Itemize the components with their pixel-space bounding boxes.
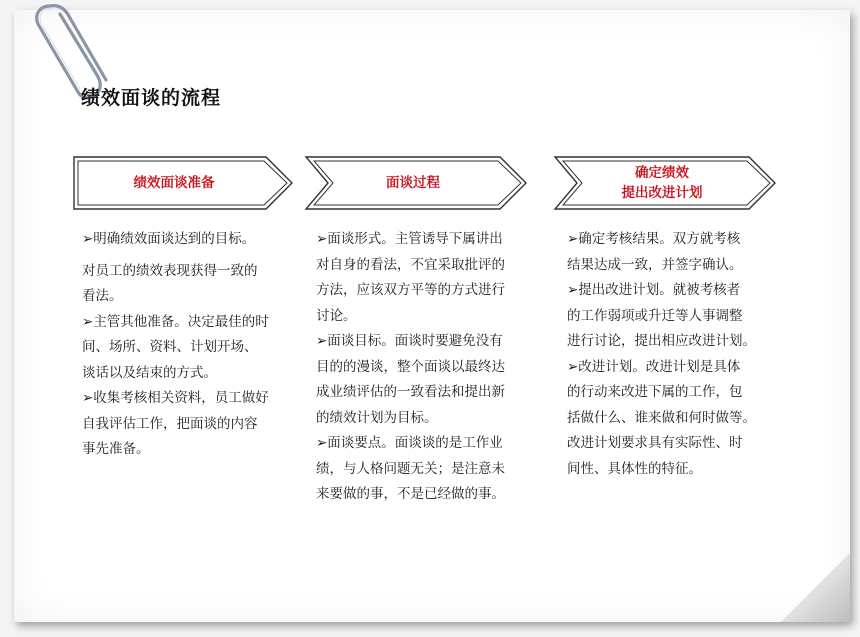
step-label-process: 面谈过程	[386, 175, 440, 191]
text-line: 自我评估工作，把面谈的内容	[82, 415, 258, 432]
step-arrow-confirm	[553, 155, 779, 211]
text-line: 的工作弱项或升迁等人事调整	[567, 307, 743, 324]
text-line: 事先准备。	[82, 441, 150, 457]
text-line: 间、场所、资料、计划开场、	[82, 339, 258, 355]
text-line: 看法。	[82, 288, 123, 304]
text-line: 括做什么、谁来做和何时做等。	[567, 409, 756, 426]
text-line: ➢收集考核相关资料，员工做好	[82, 390, 269, 406]
page-title: 绩效面谈的流程	[81, 87, 222, 109]
step-label-prepare: 绩效面谈准备	[133, 175, 215, 191]
text-line: ➢改进计划。改进计划是具体	[567, 358, 741, 375]
text-line: ➢明确绩效面谈达到的目标。	[82, 231, 256, 247]
column-process	[316, 227, 541, 508]
step-label-confirm: 确定绩效 提出改进计划	[621, 165, 703, 201]
text-line: 来要做的事，不是已经做的事。	[316, 486, 505, 502]
text-line: 改进计划要求具有实际性、时	[567, 435, 743, 451]
text-line: ➢提出改进计划。就被考核者	[567, 282, 741, 298]
text-line: 进行讨论，提出相应改进计划。	[567, 333, 756, 349]
column-confirm	[567, 227, 789, 482]
text-line: 谈话以及结束的方式。	[82, 364, 217, 381]
text-line: ➢确定考核结果。双方就考核	[567, 231, 741, 247]
text-line: 成业绩评估的一致看法和提出新	[316, 384, 505, 400]
page-curl	[780, 552, 850, 622]
text-line: 对员工的绩效表现获得一致的	[82, 262, 258, 279]
text-line: 结果达成一致，并签字确认。	[567, 256, 743, 273]
text-line: 的行动来改进下属的工作，包	[567, 384, 743, 400]
text-line: 对自身的看法，不宜采取批评的	[316, 256, 505, 273]
text-line: 方法，应该双方平等的方式进行	[316, 282, 505, 298]
text-line: 目的的漫谈，整个面谈以最终达	[316, 358, 505, 375]
text-line: ➢面谈形式。主管诱导下属讲出	[316, 231, 503, 247]
text-line: 的绩效计划为目标。	[316, 409, 438, 426]
text-line: 绩，与人格问题无关；是注意未	[316, 460, 505, 477]
column-prepare	[82, 227, 302, 463]
step-arrow-process	[304, 155, 530, 211]
text-line: ➢面谈目标。面谈时要避免没有	[316, 333, 503, 349]
text-line: 讨论。	[316, 307, 357, 324]
step-arrow-prepare	[70, 155, 296, 211]
text-line: ➢主管其他准备。决定最佳的时	[82, 313, 269, 330]
text-line: 间性、具体性的特征。	[567, 460, 702, 477]
text-line: ➢面谈要点。面谈谈的是工作业	[316, 435, 503, 451]
